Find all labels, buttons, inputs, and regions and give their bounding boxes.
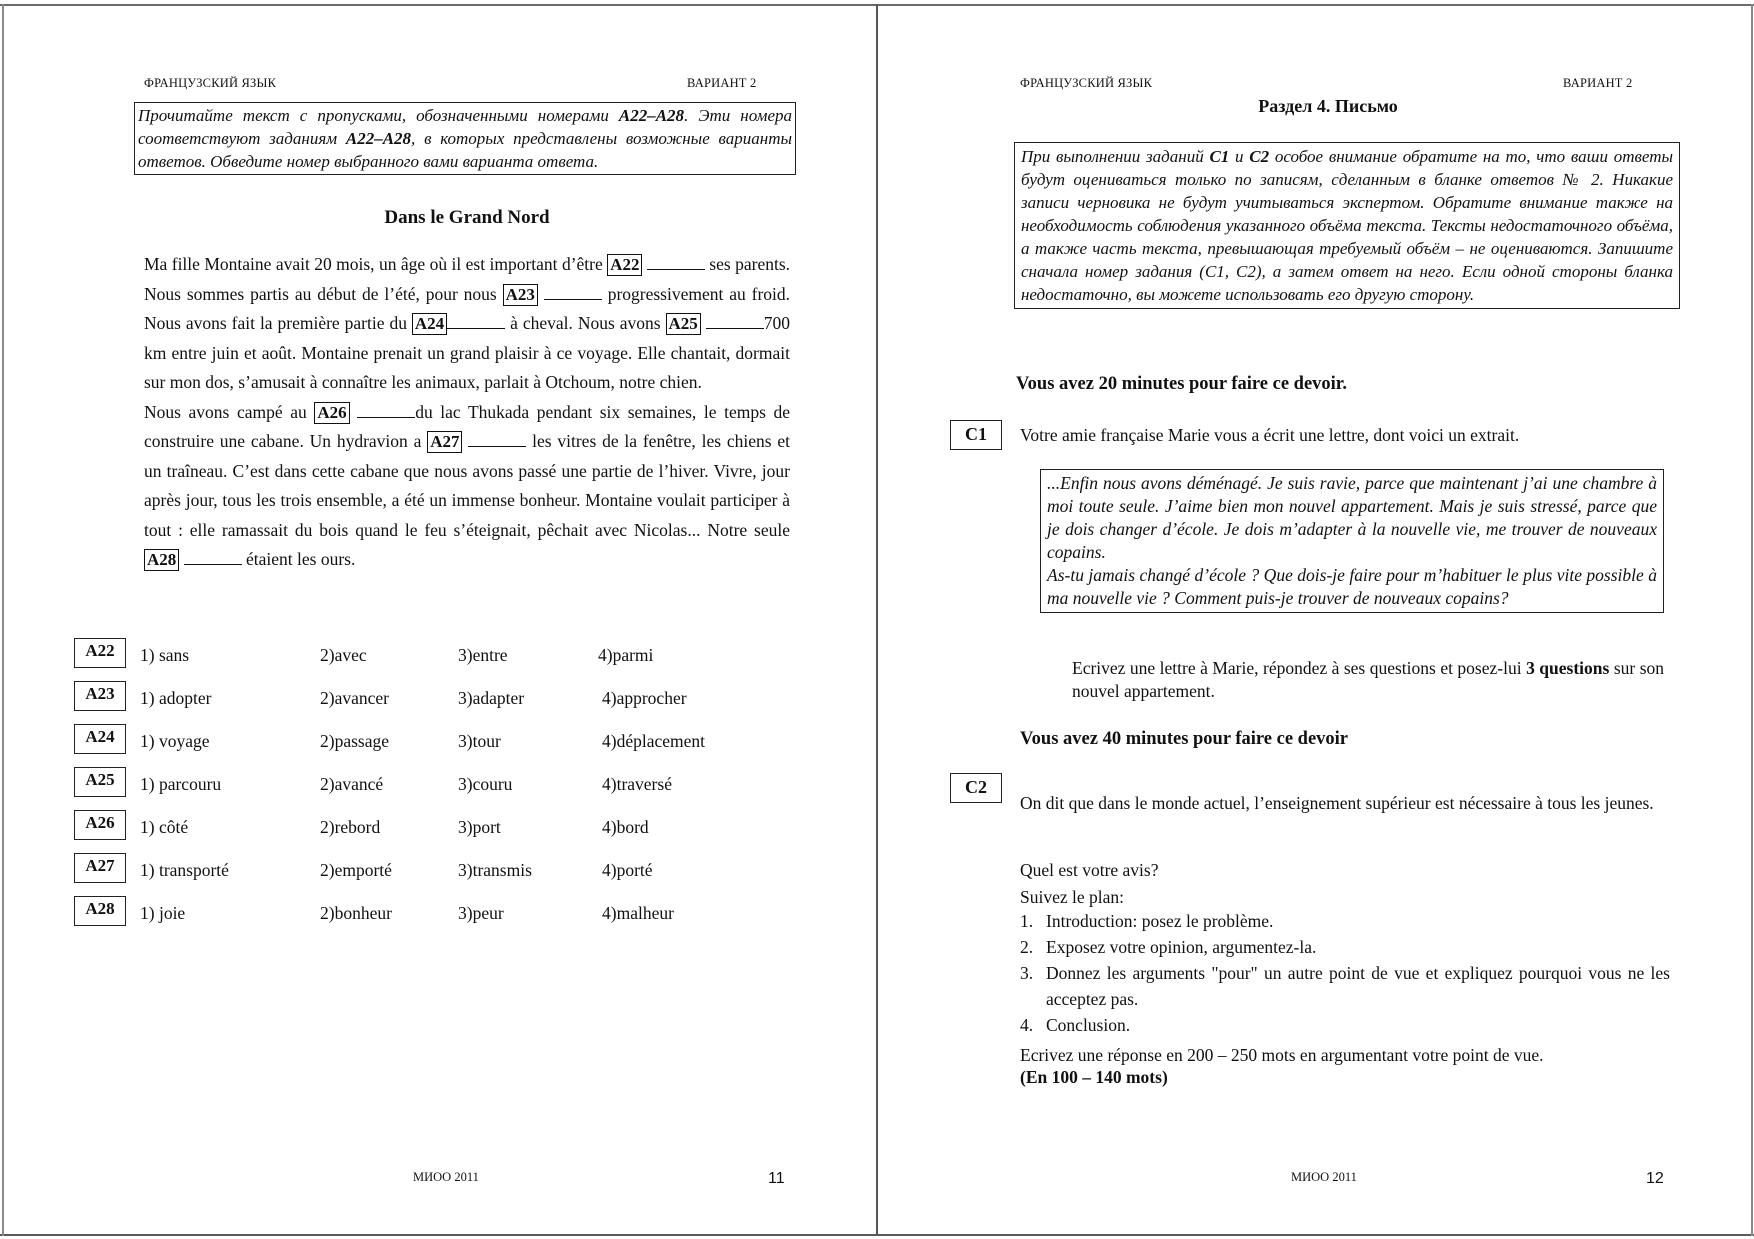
option-2[interactable]: 2)passage — [320, 731, 390, 751]
c1-task: Ecrivez une lettre à Marie, répondez à ses questions et posez-lui 3 questions sur son nouvel appartement. — [1072, 658, 1665, 701]
blank-a22[interactable] — [647, 255, 705, 270]
c2-time-note: Vous avez 40 minutes pour faire ce devoir — [1020, 729, 1349, 749]
question-label: A23 — [74, 681, 126, 711]
question-label: A28 — [74, 896, 126, 926]
option-3[interactable]: 3)adapter — [458, 688, 525, 708]
footer-publisher: МИОО 2011 — [1291, 1170, 1357, 1184]
question-label: A22 — [74, 638, 126, 668]
option-1[interactable]: 1) voyage — [140, 731, 210, 751]
c2-question: Quel est votre avis? — [1020, 860, 1159, 880]
page-number: 12 — [1646, 1170, 1664, 1187]
gap-a25: A25 — [666, 313, 701, 335]
page-11 — [4, 6, 876, 1234]
c2-word-count: Ecrivez une réponse en 200 – 250 mots en argumentant votre point de vue. — [1020, 1045, 1544, 1065]
c2-plan-list — [1020, 908, 1670, 1038]
gap-a28: A28 — [144, 549, 179, 571]
option-2[interactable]: 2)emporté — [320, 860, 392, 880]
writing-instructions: При выполнении заданий C1 и C2 особое внимание обратите на то, что ваши ответы будут оцениваться только по записям, сделанным в бланке ответов № 2. Никакие записи черновика не будут учитываться экспертом. Обратите внимание также на необходимость соблюдения указанного объёма текста. Тексты недостаточного объёма, а также часть текста, превышающая требуемый объём – не оцениваются. Запишите сначала номер задания (C1, C2), а затем ответ на него. Если одной стороны бланка недостаточно, вы можете использовать его другую сторону. — [1014, 142, 1680, 309]
blank-a26[interactable] — [357, 403, 415, 418]
blank-a23[interactable] — [544, 285, 602, 300]
option-3[interactable]: 3)tour — [458, 731, 501, 751]
c2-statement: On dit que dans le monde actuel, l’enseignement supérieur est nécessaire à tous les jeunes. — [1020, 793, 1654, 813]
question-label: A26 — [74, 810, 126, 840]
page-number: 11 — [768, 1170, 785, 1187]
option-1[interactable]: 1) transporté — [140, 860, 229, 880]
reading-passage: Ma fille Montaine avait 20 mois, un âge où il est important d’être A22 ses parents. Nous sommes partis au début de l’été, pour nous A23 progressivement au froid. Nous avons fait la première partie du A24 à cheval. Nous avons A25 700 km entre juin et août. Montaine prenait un grand plaisir à ce voyage. Elle chantait, dormait sur mon dos, s’amusait à connaître les animaux, parlait à Otchoum, notre chien. Nous avons campé au A26 du lac Thukada pendant six semaines, le temps de construire une cabane. Un hydravion a A27 les vitres de la fenêtre, les chiens et un traîneau. C’est dans cette cabane que nous avons passé une partie de l’hiver. Vivre, jour après jour, tous les trois ensemble, a été un immense bonheur. Montaine voulait participer à tout : elle ramassait du bois quand le feu s’éteignait, pêchait avec Nicolas... Notre seule A28 étaient les ours. — [144, 254, 791, 569]
footer-publisher: МИОО 2011 — [413, 1170, 479, 1184]
option-2[interactable]: 2)bonheur — [320, 903, 392, 923]
question-label: A24 — [74, 724, 126, 754]
question-label: A25 — [74, 767, 126, 797]
question-a25 — [74, 767, 794, 797]
gap-a27: A27 — [427, 431, 462, 453]
option-4[interactable]: 4)bord — [602, 817, 649, 837]
plan-item: 4. Conclusion. — [1020, 1015, 1131, 1035]
option-2[interactable]: 2)rebord — [320, 817, 381, 837]
text-title: Dans le Grand Nord — [384, 207, 550, 228]
option-2[interactable]: 2)avancé — [320, 774, 384, 794]
option-4[interactable]: 4)déplacement — [602, 731, 706, 751]
option-2[interactable]: 2)avec — [320, 645, 367, 665]
c1-intro: Votre amie française Marie vous a écrit une lettre, dont voici un extrait. — [1020, 425, 1520, 445]
plan-item: 3. Donnez les arguments "pour" un autre point de vue et expliquez pourquoi vous ne les acceptez pas. — [1020, 963, 1670, 1009]
question-a26 — [74, 810, 794, 840]
question-label: A27 — [74, 853, 126, 883]
option-4[interactable]: 4)parmi — [598, 645, 654, 665]
question-a22 — [74, 638, 794, 668]
reading-instructions: Прочитайте текст с пропусками, обозначенными номерами A22–A28. Эти номера соответствуют заданиям A22–A28, в которых представлены возможные варианты ответов. Обведите номер выбранного вами варианта ответа. — [134, 102, 796, 175]
option-2[interactable]: 2)avancer — [320, 688, 389, 708]
option-3[interactable]: 3)transmis — [458, 860, 532, 880]
option-4[interactable]: 4)traversé — [602, 774, 672, 794]
running-header-variant: ВАРИАНТ 2 — [1563, 76, 1633, 90]
gap-a23: A23 — [503, 284, 538, 306]
option-3[interactable]: 3)peur — [458, 903, 504, 923]
c2-plan-intro: Suivez le plan: — [1020, 887, 1125, 907]
question-a28 — [74, 896, 794, 926]
option-4[interactable]: 4)approcher — [602, 688, 687, 708]
letter-excerpt: ...Enfin nous avons déménagé. Je suis ravie, parce que maintenant j’ai une chambre à moi toute seule. J’aime bien mon nouvel appartement. Mais je suis stressé, parce que je dois changer d’école. Je dois m’adapter à la nouvelle vie, me trouver de nouveaux copains. As-tu jamais changé d’école ? Que dois-je faire pour m’habituer le plus vite possible à ma nouvelle vie ? Comment puis-je trouver de nouveaux copains? — [1040, 469, 1664, 613]
running-header-subject: ФРАНЦУЗСКИЙ ЯЗЫК — [144, 76, 277, 90]
c1-time-note: Vous avez 20 minutes pour faire ce devoir. — [1016, 374, 1347, 394]
option-4[interactable]: 4)porté — [602, 860, 653, 880]
task-label-c1: C1 — [950, 420, 1002, 450]
gap-a26: A26 — [314, 402, 349, 424]
option-1[interactable]: 1) adopter — [140, 688, 212, 708]
option-1[interactable]: 1) joie — [140, 903, 186, 923]
question-a23 — [74, 681, 794, 711]
running-header-variant: ВАРИАНТ 2 — [687, 76, 757, 90]
blank-a24[interactable] — [447, 314, 505, 329]
option-1[interactable]: 1) côté — [140, 817, 189, 837]
section-title: Раздел 4. Письмо — [1258, 96, 1398, 116]
blank-a28[interactable] — [184, 550, 242, 565]
option-4[interactable]: 4)malheur — [602, 903, 674, 923]
c2-word-count-alt: (En 100 – 140 mots) — [1020, 1067, 1168, 1087]
option-3[interactable]: 3)port — [458, 817, 501, 837]
question-a24 — [74, 724, 794, 754]
blank-a27[interactable] — [468, 432, 526, 447]
blank-a25[interactable] — [706, 314, 764, 329]
option-3[interactable]: 3)couru — [458, 774, 513, 794]
gap-a24: A24 — [412, 313, 447, 335]
gap-a22: A22 — [607, 254, 642, 276]
option-3[interactable]: 3)entre — [458, 645, 508, 665]
page-12 — [878, 6, 1751, 1234]
question-a27 — [74, 853, 794, 883]
option-1[interactable]: 1) sans — [140, 645, 190, 665]
plan-item: 1. Introduction: posez le problème. — [1020, 911, 1274, 931]
plan-item: 2. Exposez votre opinion, argumentez-la. — [1020, 937, 1317, 957]
option-1[interactable]: 1) parcouru — [140, 774, 222, 794]
running-header-subject: ФРАНЦУЗСКИЙ ЯЗЫК — [1020, 76, 1153, 90]
task-label-c2: C2 — [950, 773, 1002, 803]
spread-right-border — [1751, 4, 1753, 1236]
